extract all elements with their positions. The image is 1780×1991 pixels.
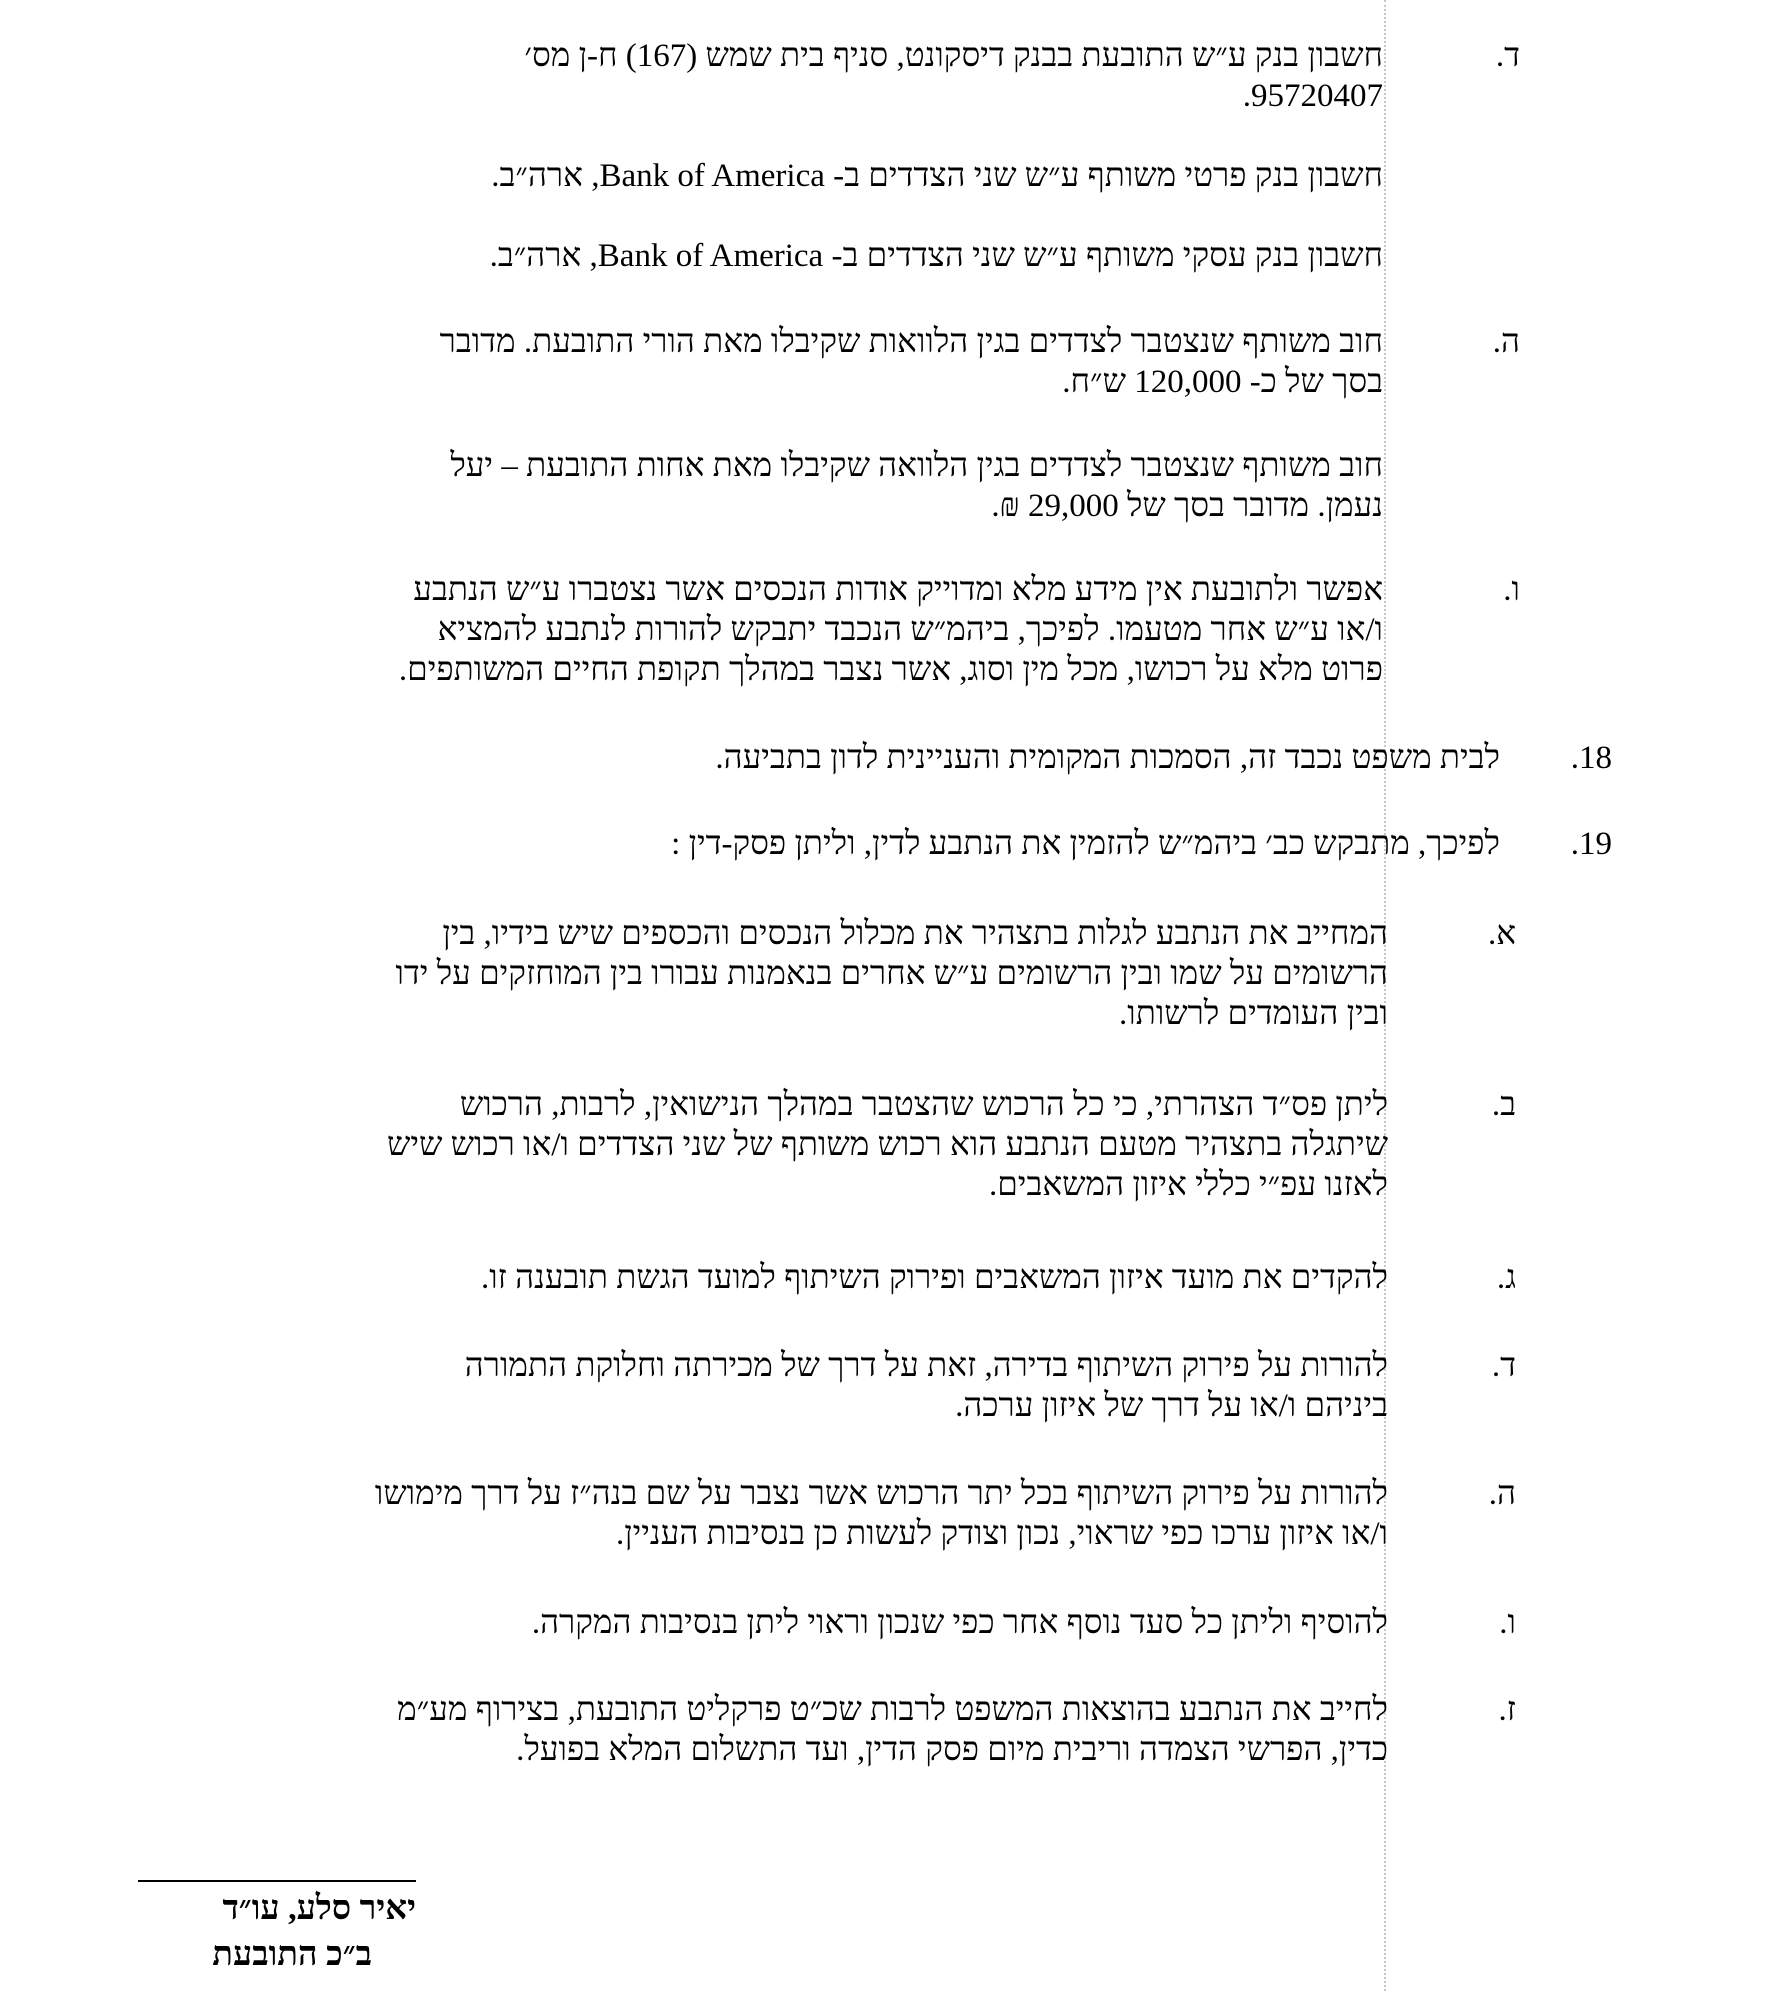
- text-line: להורות על פירוק השיתוף בדירה, זאת על דרך של מכירתה וחלוקת התמורה: [464, 1348, 1388, 1384]
- item-text: [143, 1474, 1388, 1554]
- item-marker: ה.: [1488, 1476, 1516, 1512]
- text-line: לאזנו עפ״י כללי איזון המשאבים.: [988, 1167, 1388, 1203]
- text-line: לפיכך, מתבקש כב׳ ביהמ״ש להזמין את הנתבע לדין, וליתן פסק-דין :: [671, 826, 1500, 862]
- item-marker: א.: [1487, 916, 1516, 952]
- item-text: [532, 1603, 1388, 1643]
- item-marker: ו.: [1503, 572, 1520, 608]
- text-line: פרוט מלא על רכושו, מכל מין וסוג, אשר נצבר במהלך תקופת החיים המשותפים.: [398, 652, 1383, 688]
- text-line: ליתן פס״ד הצהרתי, כי כל הרכוש שהצטבר במהלך הנישואין, לרבות, הרכוש: [459, 1087, 1388, 1123]
- text-line: חשבון בנק ע״ש התובעת בבנק דיסקונט, סניף בית שמש (167) ח-ן מס׳: [524, 38, 1383, 74]
- signature-name: יאיר סלע, עו״ד: [222, 1890, 416, 1927]
- text-line: ביניהם ו/או על דרך של איזון ערכה.: [955, 1388, 1388, 1424]
- item-text: [143, 1085, 1388, 1205]
- text-line: בסך של כ- 120,000 ש״ח.: [1062, 364, 1383, 400]
- text-line: להוסיף וליתן כל סעד נוסף אחר כפי שנכון וראוי ליתן בנסיבות המקרה.: [531, 1605, 1388, 1641]
- item-text: [490, 236, 1383, 276]
- item-text: [143, 36, 1383, 116]
- text-line: כדין, הפרשי הצמדה וריבית מיום פסק הדין, ועד התשלום המלא בפועל.: [516, 1732, 1388, 1768]
- item-text: [143, 446, 1383, 526]
- item-marker: ו.: [1499, 1605, 1516, 1641]
- text-line: להקדים את מועד איזון המשאבים ופירוק השיתוף למועד הגשת תובענה זו.: [480, 1260, 1388, 1296]
- text-line: ובין העומדים לרשותו.: [1119, 996, 1388, 1032]
- text-line: המחייב את הנתבע לגלות בתצהיר את מכלול הנכסים והכספים שיש בידיו, בין: [442, 916, 1388, 952]
- signature-line: [138, 1880, 416, 1882]
- text-line: 95720407.: [1242, 78, 1383, 114]
- text-line: נעמן. מדובר בסך של 29,000 ₪.: [991, 488, 1383, 524]
- item-text: [143, 1346, 1388, 1426]
- item-marker: ב.: [1491, 1087, 1516, 1123]
- item-text: [491, 156, 1383, 196]
- section-text: [715, 738, 1500, 778]
- item-text: [143, 322, 1383, 402]
- text-line: חוב משותף שנצטבר לצדדים בגין הלוואה שקיבלו מאת אחות התובעת – יעל: [450, 448, 1383, 484]
- section-text: [671, 824, 1500, 864]
- text-line: הרשומים על שמו ובין הרשומים ע״ש אחרים בנאמנות עבורו בין המוחזקים על ידו: [395, 956, 1388, 992]
- text-line: להורות על פירוק השיתוף בכל יתר הרכוש אשר נצבר על שם בנה״ז על דרך מימושו: [374, 1476, 1388, 1512]
- item-marker: ה.: [1492, 324, 1520, 360]
- text-line: לבית משפט נכבד זה, הסמכות המקומית והעניינית לדון בתביעה.: [715, 740, 1500, 776]
- item-text: [143, 570, 1383, 690]
- section-number: 18.: [1570, 740, 1612, 776]
- item-marker: ג.: [1496, 1260, 1516, 1296]
- item-text: [143, 1690, 1388, 1770]
- item-marker: ד.: [1495, 38, 1520, 74]
- text-line: אפשר ולתובעת אין מידע מלא ומדוייק אודות הנכסים אשר נצטברו ע״ש הנתבע: [413, 572, 1383, 608]
- text-line: חשבון בנק עסקי משותף ע״ש שני הצדדים ב- Bank of America, ארה״ב.: [489, 238, 1383, 274]
- text-line: חוב משותף שנצטבר לצדדים בגין הלוואות שקיבלו מאת הורי התובעת. מדובר: [439, 324, 1383, 360]
- item-text: [481, 1258, 1388, 1298]
- text-line: לחייב את הנתבע בהוצאות המשפט לרבות שכ״ט פרקליט התובעת, בצירוף מע״מ: [397, 1692, 1388, 1728]
- signature-role: ב״כ התובעת: [212, 1936, 372, 1973]
- item-text: [143, 914, 1388, 1034]
- text-line: חשבון בנק פרטי משותף ע״ש שני הצדדים ב- Bank of America, ארה״ב.: [491, 158, 1383, 194]
- text-line: ו/או איזון ערכו כפי שראוי, נכון וצודק לעשות כן בנסיבות העניין.: [615, 1516, 1388, 1552]
- item-marker: ז.: [1498, 1692, 1516, 1728]
- text-line: שיתגלה בתצהיר מטעם הנתבע הוא רכוש משותף של שני הצדדים ו/או רכוש שיש: [387, 1127, 1388, 1163]
- section-number: 19.: [1570, 826, 1612, 862]
- item-marker: ד.: [1491, 1348, 1516, 1384]
- text-line: ו/או ע״ש אחר מטעמו. לפיכך, ביהמ״ש הנכבד יתבקש להורות לנתבע להמציא: [437, 612, 1383, 648]
